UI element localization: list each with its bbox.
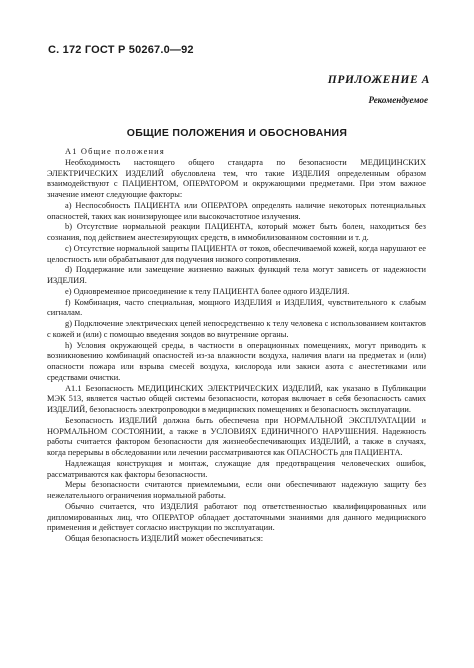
body-text (47, 147, 426, 545)
appendix-title: ПРИЛОЖЕНИЕ А (327, 74, 430, 86)
appendix-subtitle: Рекомендуемое (368, 95, 428, 105)
list-item: f) Комбинация, часто специальная, мощного ИЗДЕЛИЯ и ИЗДЕЛИЯ, чувствительного к слабым сигналам. (47, 297, 426, 318)
paragraph: Общая безопасность ИЗДЕЛИЙ может обеспечиваться: (65, 534, 264, 543)
list-item: е) Одновременное присоединение к телу ПАЦИЕНТА более одного ИЗДЕЛИЯ. (65, 286, 350, 296)
paragraph: А1.1 Безопасность МЕДИЦИНСКИХ ЭЛЕКТРИЧЕСКИХ ИЗДЕЛИЙ, как указано в Публикации МЭК 513, является частью общей системы безопасности, которая включает в себя безопасность самих ИЗДЕЛИЙ, безопасность электропроводки в медицинских помещениях и безопасность эксплуатации. (47, 383, 426, 414)
list-item: b) Отсутствие нормальной реакции ПАЦИЕНТА, который может быть болен, находиться без сознания, под действием анестезирующих средств, в иммобилизованном состоянии и т. д. (47, 222, 426, 242)
list-item: а) Неспособность ПАЦИЕНТА или ОПЕРАТОРА определять наличие некоторых потенциальных опасностей, таких как ионизирующее или высокочастотное излучения. (47, 200, 426, 221)
paragraph: Меры безопасности считаются приемлемыми, если они обеспечивают надежную защиту без нежелательного ограничения нормальной работы. (47, 480, 426, 500)
subsection-heading: А1 Общие положения (65, 147, 165, 156)
paragraph: Безопасность ИЗДЕЛИЙ должна быть обеспечена при НОРМАЛЬНОЙ ЭКСПЛУАТАЦИИ и НОРМАЛЬНОМ СОСТОЯНИИ, а также в УСЛОВИЯХ ЕДИНИЧНОГО НАРУШЕНИЯ. Надежность работы считается фактором безопасности для жизнеобеспечивающих ИЗДЕЛИЙ, а также в случаях, когда перерывы в обследовании или лечении рассматриваются как ОПАСНОСТЬ для ПАЦИЕНТА. (47, 415, 426, 457)
page-header: С. 172 ГОСТ Р 50267.0—92 (48, 44, 194, 56)
paragraph: Обычно считается, что ИЗДЕЛИЯ работают под ответственностью квалифицированных или дипломированных лиц, что ОПЕРАТОР обладает достаточными знаниями для данного медицинского применения и действует согласно инструкции по эксплуатации. (47, 501, 426, 533)
paragraph: Необходимость настоящего общего стандарта по безопасности МЕДИЦИНСКИХ ЭЛЕКТРИЧЕСКИХ ИЗДЕЛИЙ обусловлена тем, что такие ИЗДЕЛИЯ определенным образом взаимодействуют с ПАЦИЕНТОМ, ОПЕРАТОРОМ и окружающими предметами. При этом важное значение имеют следующие факторы: (47, 157, 426, 199)
list-item: с) Отсутствие нормальной защиты ПАЦИЕНТА от токов, обеспечиваемой кожей, когда нарушают ее целостность или обрабатывают для подучения низкого сопротивления. (47, 243, 426, 264)
list-item: d) Поддержание или замещение жизненно важных функций тела могут зависеть от надежности ИЗДЕЛИЯ. (47, 265, 426, 285)
list-item: h) Условия окружающей среды, в частности в операционных помещениях, могут приводить к возникновению комбинаций опасностей из-за влажности воздуха, наличия влаги на предметах и (или) опасности пожара или взрыва смесей воздуха, кислорода или закиси азота с анестетиками или средствами очистки. (47, 340, 426, 382)
list-item: g) Подключение электрических цепей непосредственно к телу человека с использованием контактов с кожей и (или) с помощью введения зондов во внутренние органы. (47, 319, 426, 339)
paragraph: Надлежащая конструкция и монтаж, служащие для предотвращения человеческих ошибок, рассматриваются как факторы безопасности. (47, 458, 426, 479)
section-title: ОБЩИЕ ПОЛОЖЕНИЯ И ОБОСНОВАНИЯ (126, 127, 348, 139)
